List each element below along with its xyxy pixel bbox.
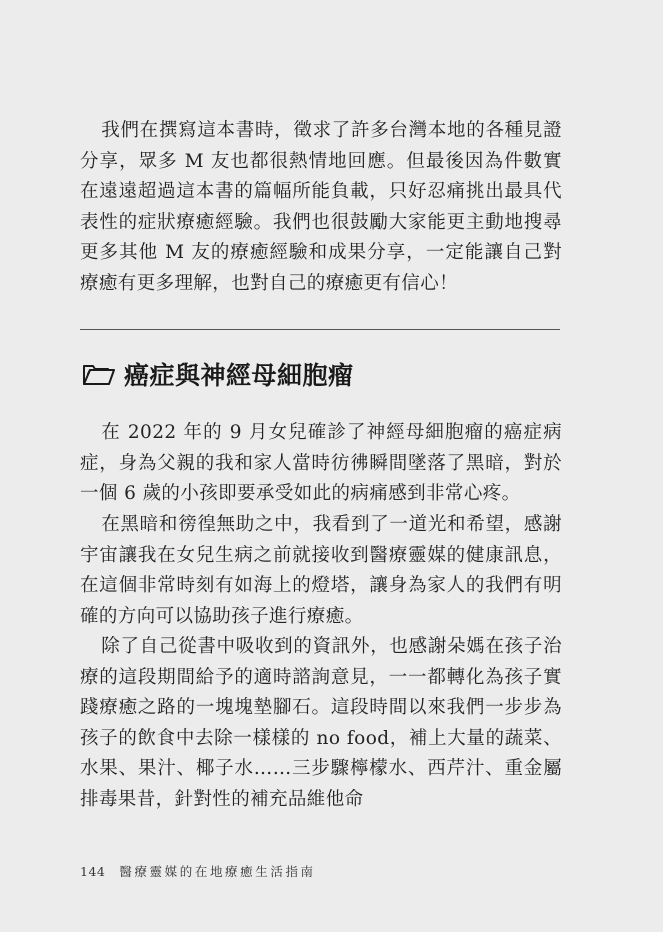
section-title: 癌症與神經母細胞瘤	[124, 361, 354, 390]
section-divider	[80, 329, 560, 330]
book-title: 醫療靈媒的在地療癒生活指南	[119, 864, 316, 879]
story-paragraph-3: 除了自己從書中吸收到的資訊外，也感謝朵媽在孩子治療的這段期間給予的適時諮詢意見，一一都轉化為孩子實踐療癒之路的一塊塊墊腳石。這段時間以來我們一步步為孩子的飲食中去除一樣樣的 no food，補上大量的蔬菜、水果、果汁、椰子水……三步驟檸檬水、西芹汁、重金屬排毒果昔，針對性的補充品維他命	[80, 636, 562, 810]
page-footer	[80, 862, 316, 880]
intro-paragraph: 我們在撰寫這本書時，徵求了許多台灣本地的各種見證分享，眾多 M 友也都很熱情地回應。但最後因為件數實在遠遠超過這本書的篇幅所能負載，只好忍痛挑出最具代表性的症狀療癒經驗。我們也很鼓勵大家能更主動地搜尋更多其他 M 友的療癒經驗和成果分享，一定能讓自己對療癒有更多理解，也對自己的療癒更有信心！	[80, 120, 562, 294]
folder-icon	[82, 361, 116, 387]
story-paragraph-1: 在 2022 年的 9 月女兒確診了神經母細胞瘤的癌症病症，身為父親的我和家人當時彷彿瞬間墜落了黑暗，對於一個 6 歲的小孩即要承受如此的病痛感到非常心疼。	[80, 422, 562, 504]
page-number: 144	[80, 863, 106, 879]
section-heading	[82, 354, 354, 394]
story-paragraph-2: 在黑暗和徬徨無助之中，我看到了一道光和希望，感謝宇宙讓我在女兒生病之前就接收到醫療靈媒的健康訊息，在這個非常時刻有如海上的燈塔，讓身為家人的我們有明確的方向可以協助孩子進行療癒。	[80, 514, 562, 627]
